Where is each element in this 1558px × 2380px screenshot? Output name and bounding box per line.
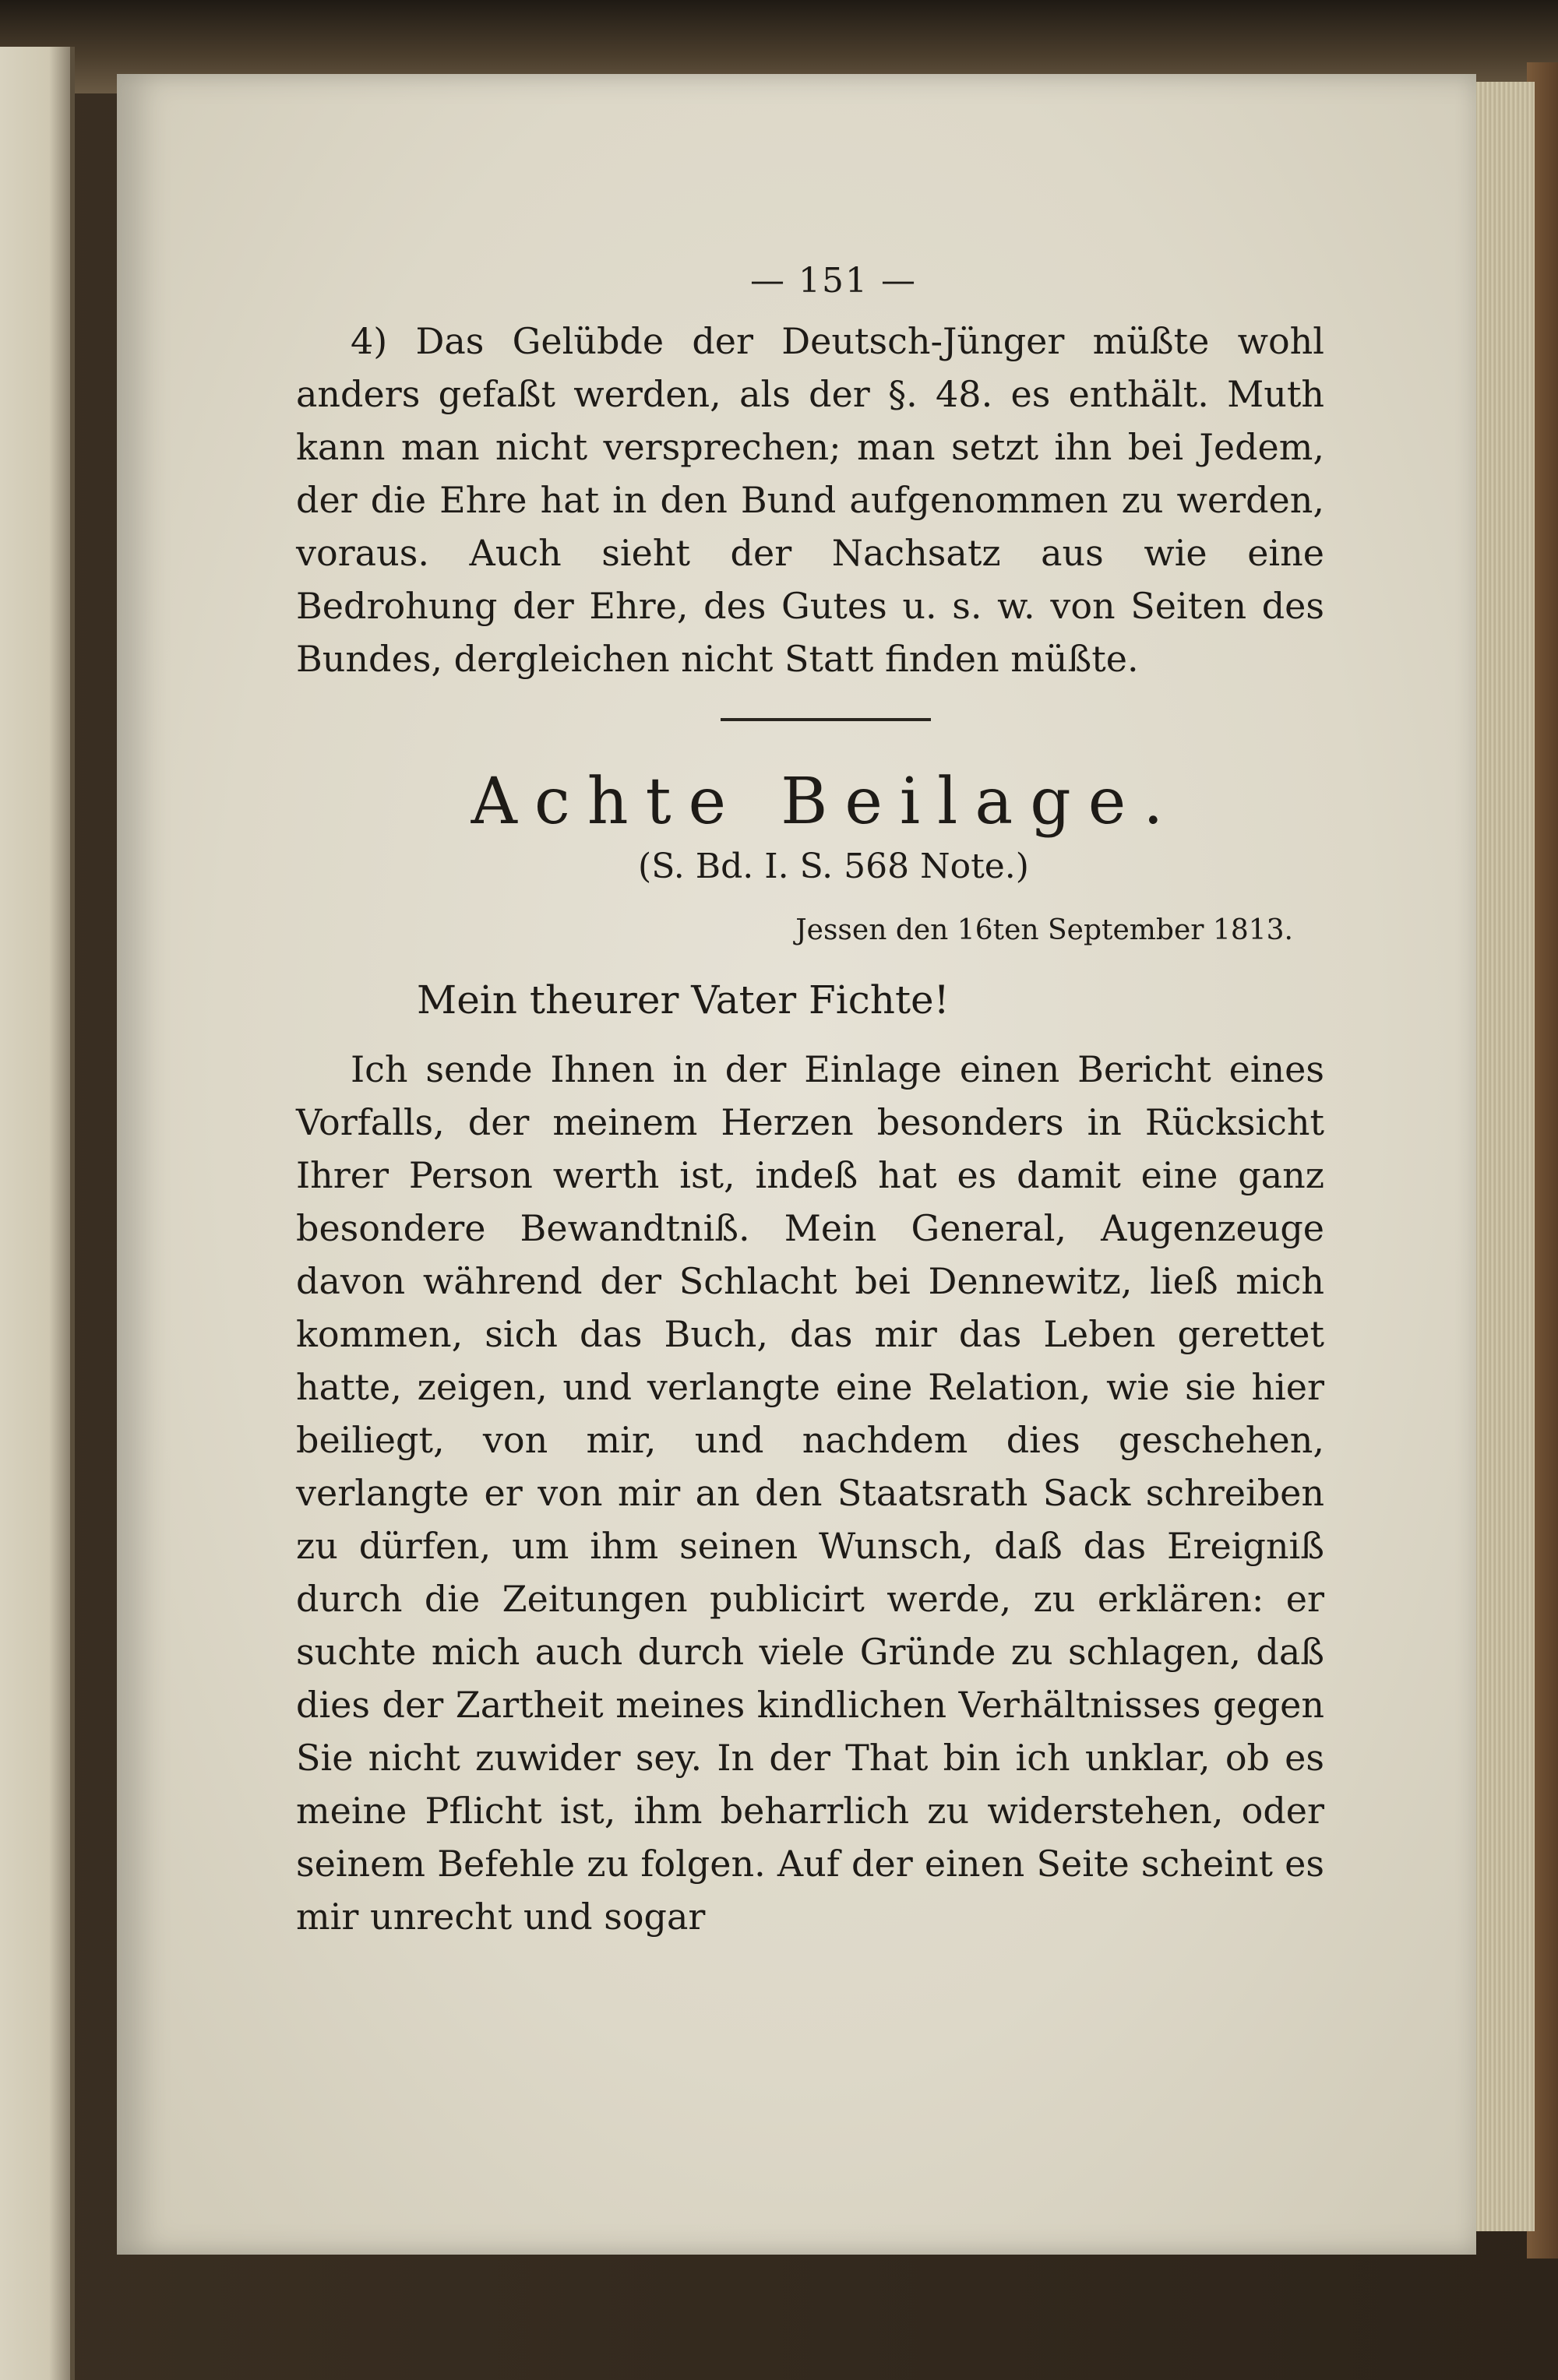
letter-salutation: Mein theurer Vater Fichte!	[417, 977, 950, 1023]
letter-dateline: Jessen den 16ten September 1813.	[795, 914, 1293, 946]
facing-page-edge	[0, 47, 75, 2380]
book-page	[117, 74, 1476, 2255]
letter-body-paragraph: Ich sende Ihnen in der Einlage einen Bericht eines Vorfalls, der meinem Herzen besonders in Rücksicht Ihrer Person werth ist, indeß hat es damit eine ganz besondere Bewandtniß. Mein General, Augenzeuge davon während der Schlacht bei Dennewitz, ließ mich kommen, sich das Buch, das mir das Leben gerettet hatte, zeigen, und verlangte eine Relation, wie sie hier beiliegt, von mir, und nachdem dies geschehen, verlangte er von mir an den Staatsrath Sack schreiben zu dürfen, um ihm seinen Wunsch, daß das Ereigniß durch die Zeitungen publicirt werde, zu erklären: er suchte mich auch durch viele Gründe zu schlagen, daß dies der Zartheit meines kindlichen Verhältnisses gegen Sie nicht zuwider sey. In der That bin ich unklar, ob es meine Pflicht ist, ihm beharrlich zu widerstehen, oder seinem Befehle zu folgen. Auf der einen Seite scheint es mir unrecht und sogar	[296, 1048, 1324, 1938]
page-text-block	[296, 261, 1324, 1943]
footnote-paragraph: 4) Das Gelübde der Deutsch-Jünger müßte wohl anders gefaßt werden, als der §. 48. es enthält. Muth kann man nicht versprechen; man setzt ihn bei Jedem, der die Ehre hat in den Bund aufgenommen zu werden, voraus. Auch sieht der Nachsatz aus wie eine Bedrohung der Ehre, des Gutes u. s. w. von Seiten des Bundes, dergleichen nicht Statt finden müßte.	[296, 320, 1324, 680]
section-reference: (S. Bd. I. S. 568 Note.)	[638, 847, 1029, 886]
page-number: — 151 —	[750, 261, 917, 301]
section-divider-rule	[721, 718, 931, 721]
section-heading: Achte Beilage.	[471, 765, 1181, 839]
